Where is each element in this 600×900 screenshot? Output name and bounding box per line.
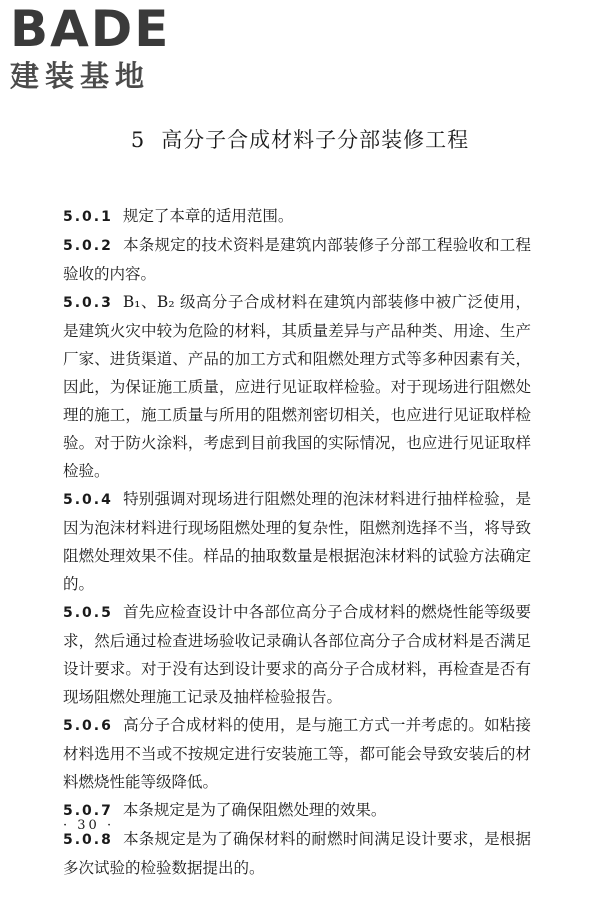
clause-text: 本条规定的技术资料是建筑内部装修子分部工程验收和工程验收的内容。 [63,236,531,283]
clause-5-0-8 [63,825,531,882]
chapter-title-text: 高分子合成材料子分部装修工程 [161,128,470,152]
clause-text: B₁、B₂ 级高分子合成材料在建筑内部装修中被广泛使用，是建筑火灾中较为危险的材料，其质量差异与产品种类、用途、生产厂家、进货渠道、产品的加工方式和阻燃处理方式等多种因素有关，因此，为保证施工质量，应进行见证取样检验。对于现场进行阻燃处理的施工，施工质量与所用的阻燃剂密切相关，也应进行见证取样检验。对于防火涂料，考虑到目前我国的实际情况，也应进行见证取样检验。 [63,293,531,480]
clause-text: 本条规定是为了确保阻燃处理的效果。 [122,801,387,819]
clause-number: 5.0.7 [63,803,113,819]
clause-list [63,202,531,882]
clause-number: 5.0.3 [63,295,113,311]
clause-5-0-6 [63,711,531,796]
clause-text: 规定了本章的适用范围。 [122,207,294,225]
clause-5-0-3 [63,288,531,485]
clause-5-0-4 [63,485,531,598]
clause-text: 高分子合成材料的使用，是与施工方式一并考虑的。如粘接材料选用不当或不按规定进行安装施工等，都可能会导致安装后的材料燃烧性能等级降低。 [63,716,531,791]
chapter-title [0,124,600,154]
brand-logo-subtitle: 建装基地 [10,59,151,93]
clause-number: 5.0.6 [63,718,113,734]
chapter-number: 5 [130,128,146,152]
clause-text: 本条规定是为了确保材料的耐燃时间满足设计要求，是根据多次试验的检验数据提出的。 [63,830,531,877]
clause-number: 5.0.8 [63,832,113,848]
brand-logo-text: BADE [10,0,171,58]
brand-logo [10,0,180,94]
clause-number: 5.0.5 [63,605,113,621]
clause-text: 首先应检查设计中各部位高分子合成材料的燃烧性能等级要求，然后通过检查进场验收记录确认各部位高分子合成材料是否满足设计要求。对于没有达到设计要求的高分子合成材料，再检查是否有现场阻燃处理施工记录及抽样检验报告。 [63,603,531,706]
clause-number: 5.0.4 [63,492,113,508]
clause-number: 5.0.1 [63,209,113,225]
clause-5-0-2 [63,231,531,288]
page-number: · 30 · [63,818,115,833]
clause-5-0-7 [63,796,531,825]
clause-number: 5.0.2 [63,238,113,254]
clause-5-0-1 [63,202,531,231]
clause-5-0-5 [63,598,531,711]
clause-text: 特别强调对现场进行阻燃处理的泡沫材料进行抽样检验，是因为泡沫材料进行现场阻燃处理的复杂性，阻燃剂选择不当，将导致阻燃处理效果不佳。样品的抽取数量是根据泡沫材料的试验方法确定的。 [63,490,531,593]
